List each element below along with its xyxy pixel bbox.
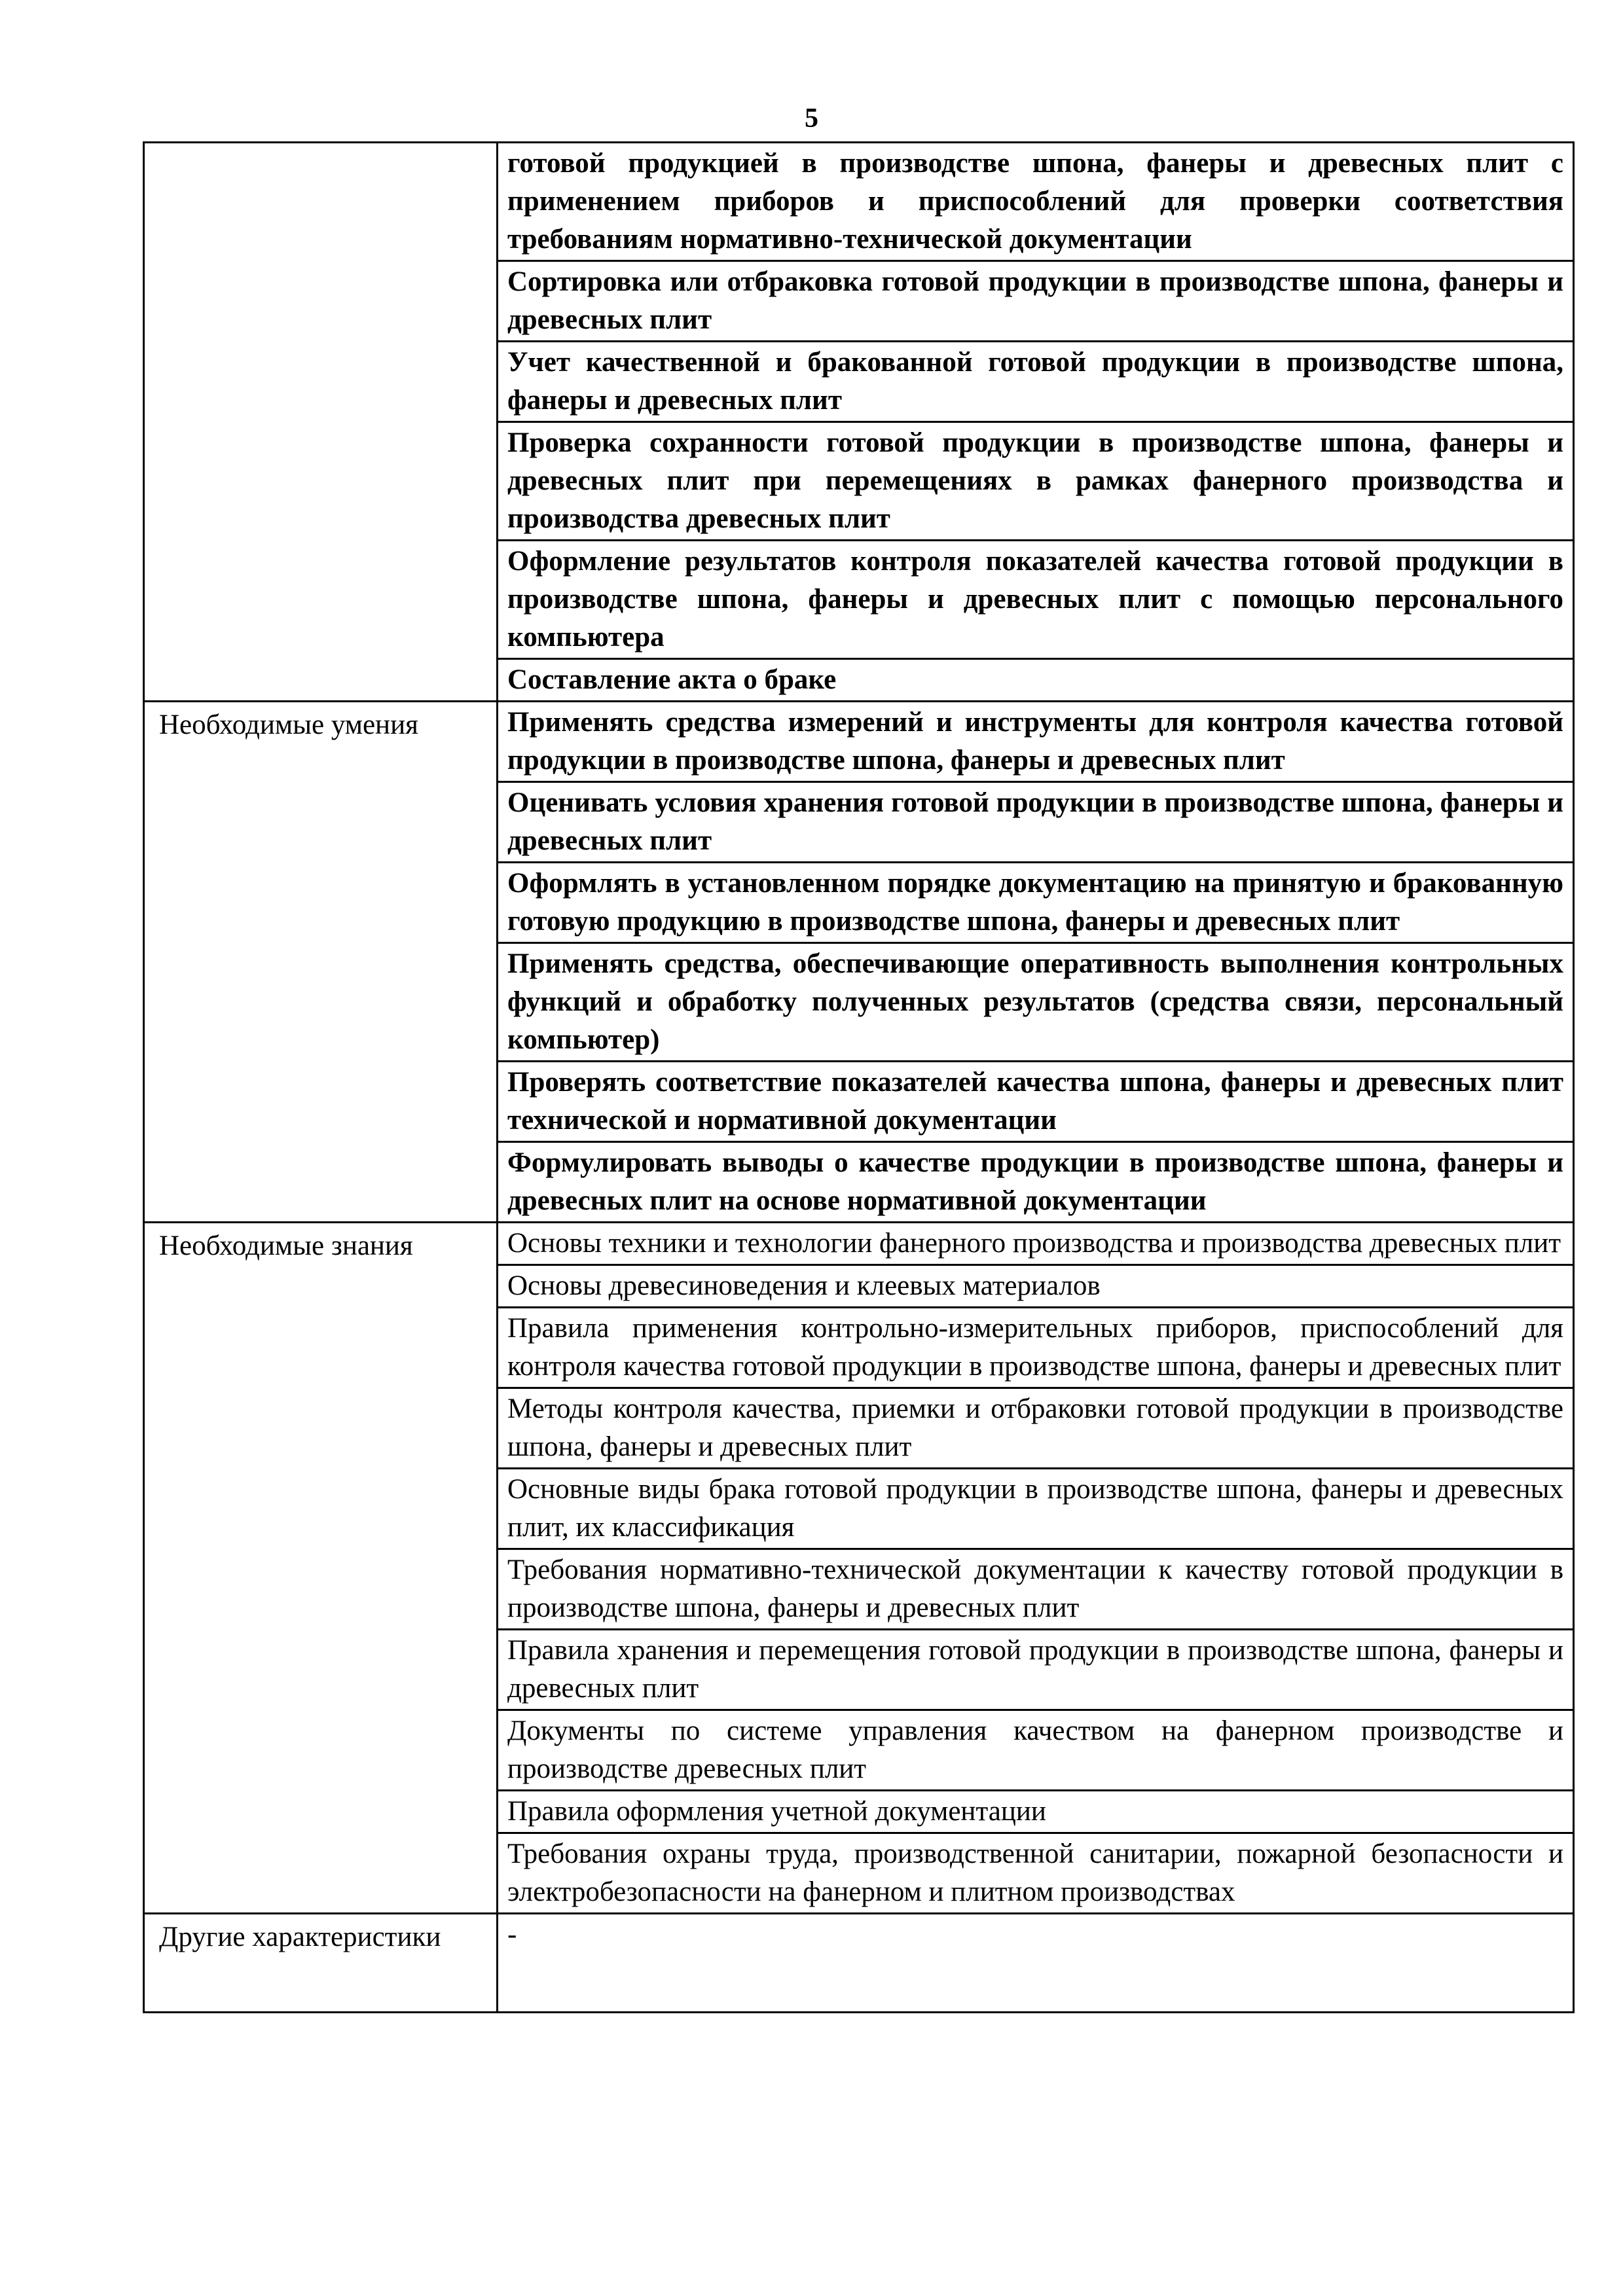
table-cell: Сортировка или отбраковка готовой продукции в производстве шпона, фанеры и древесных плит [498, 261, 1574, 342]
table-cell: Оценивать условия хранения готовой продукции в производстве шпона, фанеры и древесных плит [498, 782, 1574, 863]
table-cell: Документы по системе управления качеством на фанерном производстве и производстве древесных плит [498, 1710, 1574, 1791]
table-cell: Составление акта о браке [498, 659, 1574, 702]
other-value: - [498, 1914, 1574, 2013]
table-cell: Правила оформления учетной документации [498, 1791, 1574, 1833]
knowledge-label: Необходимые знания [144, 1223, 498, 1914]
table-row [144, 143, 1574, 261]
table-cell: Оформление результатов контроля показателей качества готовой продукции в производстве шпона, фанеры и древесных плит с помощью персонального компьютера [498, 541, 1574, 659]
page-number: 5 [805, 103, 818, 134]
table-cell: Методы контроля качества, приемки и отбраковки готовой продукции в производстве шпона, фанеры и древесных плит [498, 1388, 1574, 1469]
table-cell: Оформлять в установленном порядке документацию на принятую и бракованную готовую продукцию в производстве шпона, фанеры и древесных плит [498, 863, 1574, 943]
table-cell: Проверять соответствие показателей качества шпона, фанеры и древесных плит технической и нормативной документации [498, 1062, 1574, 1142]
requirements-table [143, 141, 1575, 2013]
table-cell: Требования охраны труда, производственной санитарии, пожарной безопасности и электробезопасности на фанерном и плитном производствах [498, 1833, 1574, 1914]
table-row [144, 702, 1574, 782]
table-cell: Правила хранения и перемещения готовой продукции в производстве шпона, фанеры и древесных плит [498, 1630, 1574, 1710]
other-label: Другие характеристики [144, 1914, 498, 2013]
table-cell: Учет качественной и бракованной готовой продукции в производстве шпона, фанеры и древесных плит [498, 342, 1574, 422]
table-cell: Требования нормативно-технической документации к качеству готовой продукции в производстве шпона, фанеры и древесных плит [498, 1549, 1574, 1630]
table-cell: Основы техники и технологии фанерного производства и производства древесных плит [498, 1223, 1574, 1265]
table-cell: Основные виды брака готовой продукции в производстве шпона, фанеры и древесных плит, их классификация [498, 1469, 1574, 1549]
table-cell: Применять средства измерений и инструменты для контроля качества готовой продукции в производстве шпона, фанеры и древесных плит [498, 702, 1574, 782]
table-row [144, 1914, 1574, 2013]
table-row [144, 1223, 1574, 1265]
table-cell: Проверка сохранности готовой продукции в производстве шпона, фанеры и древесных плит при перемещениях в рамках фанерного производства и производства древесных плит [498, 422, 1574, 541]
table-cell: готовой продукцией в производстве шпона, фанеры и древесных плит с применением приборов и приспособлений для проверки соответствия требованиям нормативно-технической документации [498, 143, 1574, 261]
continued-label-cell [144, 143, 498, 702]
table-cell: Применять средства, обеспечивающие оперативность выполнения контрольных функций и обработку полученных результатов (средства связи, персональный компьютер) [498, 943, 1574, 1062]
skills-label: Необходимые умения [144, 702, 498, 1223]
table-cell: Формулировать выводы о качестве продукции в производстве шпона, фанеры и древесных плит на основе нормативной документации [498, 1142, 1574, 1223]
table-cell: Правила применения контрольно-измерительных приборов, приспособлений для контроля качества готовой продукции в производстве шпона, фанеры и древесных плит [498, 1308, 1574, 1388]
table-cell: Основы древесиноведения и клеевых материалов [498, 1265, 1574, 1308]
